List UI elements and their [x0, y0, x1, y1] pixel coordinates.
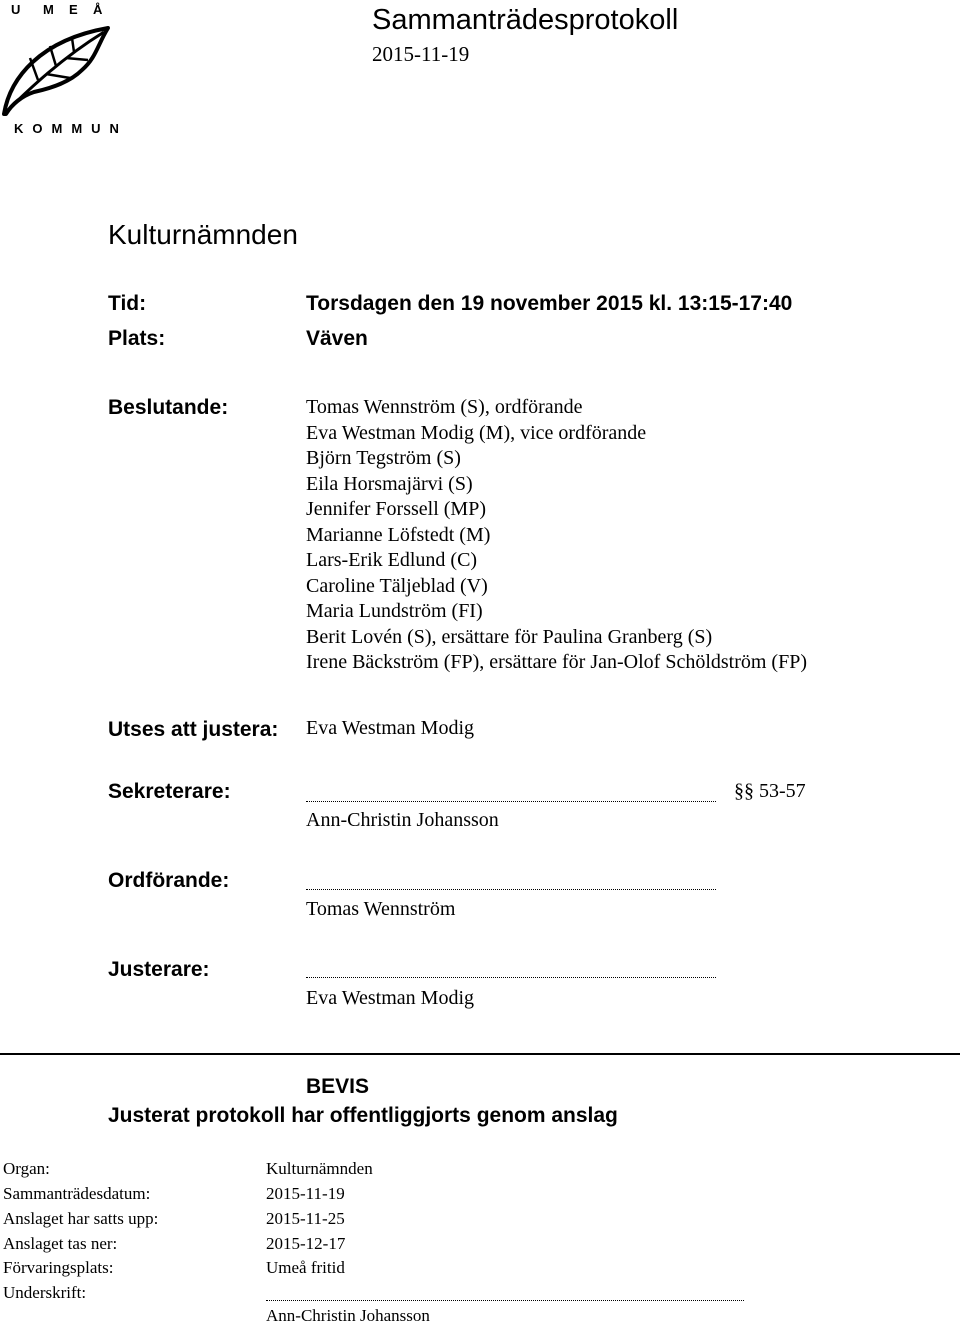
chair-name: Tomas Wennström — [306, 898, 456, 920]
certificate-subheading: Justerat protokoll har offentliggjorts genom anslag — [108, 1104, 618, 1127]
posted-key: Anslaget har satts upp: — [3, 1209, 159, 1228]
decision-makers-label: Beslutande: — [108, 396, 229, 419]
logo-kommun-text: KOMMUN — [14, 121, 128, 136]
time-label: Tid: — [108, 292, 147, 315]
committee-name: Kulturnämnden — [108, 219, 298, 250]
chair-label: Ordförande: — [108, 869, 230, 892]
member-item: Berit Lovén (S), ersättare för Paulina Granberg (S) — [306, 625, 713, 648]
document-date: 2015-11-19 — [372, 42, 470, 66]
member-item: Maria Lundström (FI) — [306, 600, 483, 622]
signature-key: Underskrift: — [3, 1283, 87, 1302]
member-item: Caroline Täljeblad (V) — [306, 574, 488, 597]
adjuster-appointed-value: Eva Westman Modig — [306, 717, 474, 739]
umea-kommun-logo — [0, 0, 128, 140]
certificate-signature-line — [266, 1300, 744, 1301]
meeting-date-value: 2015-11-19 — [266, 1184, 345, 1203]
chair-signature-line — [306, 889, 716, 890]
secretary-label: Sekreterare: — [108, 780, 231, 803]
member-item: Marianne Löfstedt (M) — [306, 523, 491, 546]
member-item: Irene Bäckström (FP), ersättare för Jan-Olof Schöldström (FP) — [306, 651, 807, 673]
certificate-signer: Ann-Christin Johansson — [266, 1306, 430, 1325]
member-item: Jennifer Forssell (MP) — [306, 498, 486, 520]
member-item: Björn Tegström (S) — [306, 447, 461, 469]
time-value: Torsdagen den 19 november 2015 kl. 13:15-17:40 — [306, 292, 793, 315]
storage-value: Umeå fritid — [266, 1258, 345, 1277]
paragraph-range: §§ 53-57 — [734, 780, 806, 802]
posted-value: 2015-11-25 — [266, 1209, 345, 1228]
leaf-icon — [0, 18, 112, 118]
logo-letter-u: U — [11, 2, 21, 17]
adjuster-appointed-label: Utses att justera: — [108, 718, 279, 741]
logo-letter-a: Å — [93, 2, 103, 17]
member-list — [306, 395, 807, 676]
member-item: Eila Horsmajärvi (S) — [306, 472, 473, 495]
logo-letter-m: M — [43, 2, 54, 17]
document-title: Sammanträdesprotokoll — [372, 4, 679, 36]
adjuster-label: Justerare: — [108, 958, 210, 981]
place-label: Plats: — [108, 327, 166, 350]
adjuster-signature-line — [306, 977, 716, 978]
removed-value: 2015-12-17 — [266, 1234, 346, 1253]
certificate-heading: BEVIS — [306, 1075, 370, 1098]
storage-key: Förvaringsplats: — [3, 1258, 114, 1277]
organ-key: Organ: — [3, 1159, 50, 1178]
secretary-name: Ann-Christin Johansson — [306, 809, 499, 831]
adjuster-name: Eva Westman Modig — [306, 987, 474, 1009]
logo-letter-e: E — [69, 2, 78, 17]
member-item: Eva Westman Modig (M), vice ordförande — [306, 421, 647, 444]
secretary-signature-line — [306, 801, 716, 802]
place-value: Väven — [306, 327, 368, 350]
member-item: Lars-Erik Edlund (C) — [306, 549, 478, 571]
meeting-date-key: Sammanträdesdatum: — [3, 1184, 151, 1203]
member-item: Tomas Wennström (S), ordförande — [306, 396, 583, 418]
removed-key: Anslaget tas ner: — [3, 1234, 118, 1253]
section-divider — [0, 1053, 960, 1055]
organ-value: Kulturnämnden — [266, 1159, 373, 1178]
